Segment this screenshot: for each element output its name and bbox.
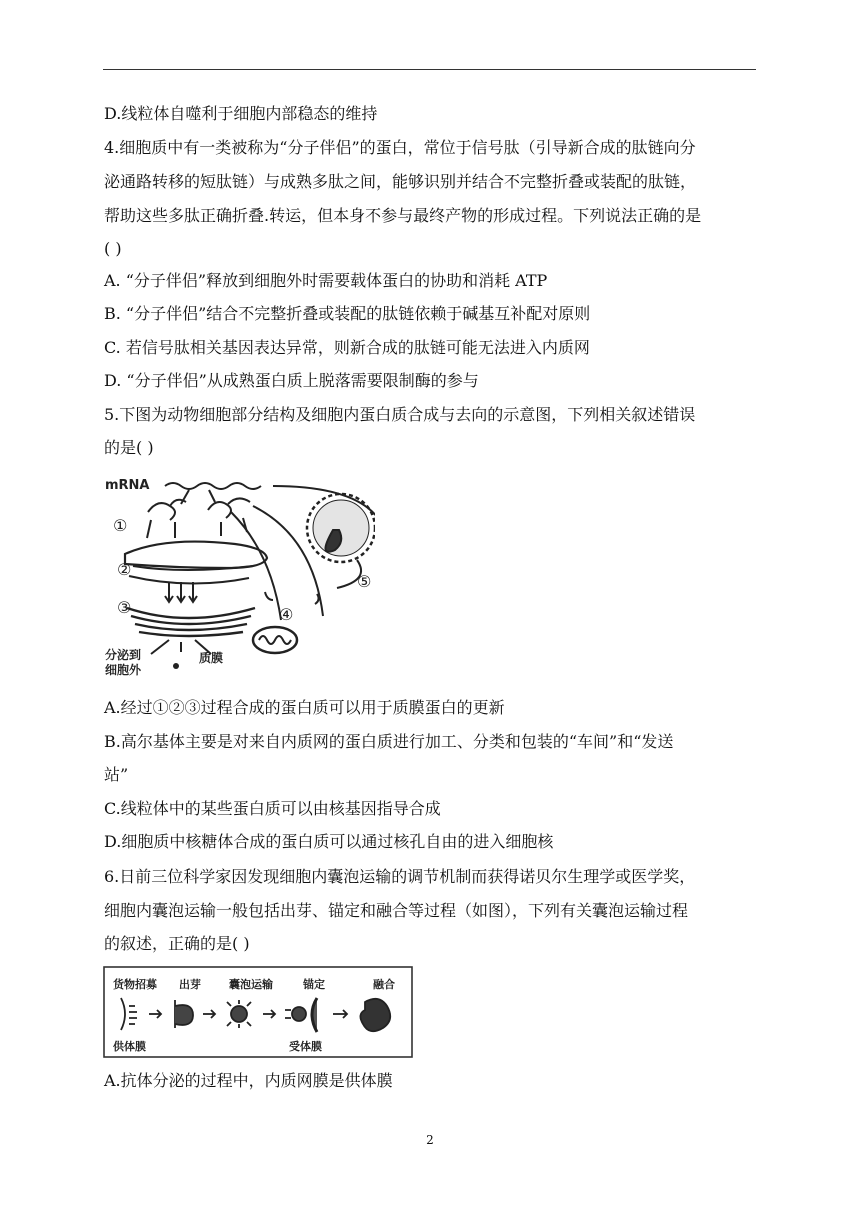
header-rule [103,69,756,70]
marker-4: ④ [279,605,294,624]
option-c: C.线粒体中的某些蛋白质可以由核基因指导合成 [104,799,441,818]
option-a: A. “分子伴侣”释放到细胞外时需要载体蛋白的协助和消耗 ATP [104,271,548,290]
option-a: A.抗体分泌的过程中，内质网膜是供体膜 [104,1071,393,1090]
stage-label: 囊泡运输 [229,978,273,991]
option-d: D. “分子伴侣”从成熟蛋白质上脱落需要限制酶的参与 [104,371,479,390]
mrna-label: mRNA [105,478,150,493]
option-d: D.细胞质中核糖体合成的蛋白质可以通过核孔自由的进入细胞核 [104,832,554,851]
question-5-line: 的是( ) [104,438,154,457]
stage-label: 锚定 [303,978,325,991]
option-b: B. “分子伴侣”结合不完整折叠或装配的肽链依赖于碱基互补配对原则 [104,304,591,323]
option-b-cont: 站” [104,765,129,784]
option-c: C. 若信号肽相关基因表达异常，则新合成的肽链可能无法进入内质网 [104,338,590,357]
acceptor-membrane-label: 受体膜 [289,1040,322,1053]
marker-3: ③ [117,598,132,617]
marker-2: ② [117,560,132,579]
page-number: 2 [426,1133,434,1147]
question-4-line: 4.细胞质中有一类被称为“分子伴侣”的蛋白，常位于信号肽（引导新合成的肽链向分 [104,138,696,157]
secrete-label-1: 分泌到 [105,648,142,662]
protein-synthesis-figure [103,470,375,680]
stage-label: 融合 [373,978,395,991]
marker-5: ⑤ [357,572,372,591]
question-4-line: 帮助这些多肽正确折叠.转运，但本身不参与最终产物的形成过程。下列说法正确的是 [104,206,702,225]
question-6-line: 6.日前三位科学家因发现细胞内囊泡运输的调节机制而获得诺贝尔生理学或医学奖， [104,867,696,886]
marker-1: ① [113,516,128,535]
text-line: D.线粒体自噬利于细胞内部稳态的维持 [104,104,378,123]
question-6-line: 细胞内囊泡运输一般包括出芽、锚定和融合等过程（如图），下列有关囊泡运输过程 [104,901,689,920]
question-6-line: 的叙述，正确的是( ) [104,934,250,953]
secrete-label-2: 细胞外 [105,663,142,677]
question-4-line: 泌通路转移的短肽链）与成熟多肽之间，能够识别并结合不完整折叠或装配的肽链， [104,172,697,191]
membrane-label: 质膜 [199,651,224,665]
donor-membrane-label: 供体膜 [113,1040,146,1053]
stage-label: 出芽 [179,978,201,991]
question-4-bracket: ( ) [104,239,122,258]
vesicle-transport-figure [103,966,415,1060]
question-5-line: 5.下图为动物细胞部分结构及细胞内蛋白质合成与去向的示意图，下列相关叙述错误 [104,405,696,424]
option-a: A.经过①②③过程合成的蛋白质可以用于质膜蛋白的更新 [104,698,505,717]
stage-label: 货物招募 [113,978,157,991]
option-b: B.高尔基体主要是对来自内质网的蛋白质进行加工、分类和包装的“车间”和“发送 [104,732,674,751]
